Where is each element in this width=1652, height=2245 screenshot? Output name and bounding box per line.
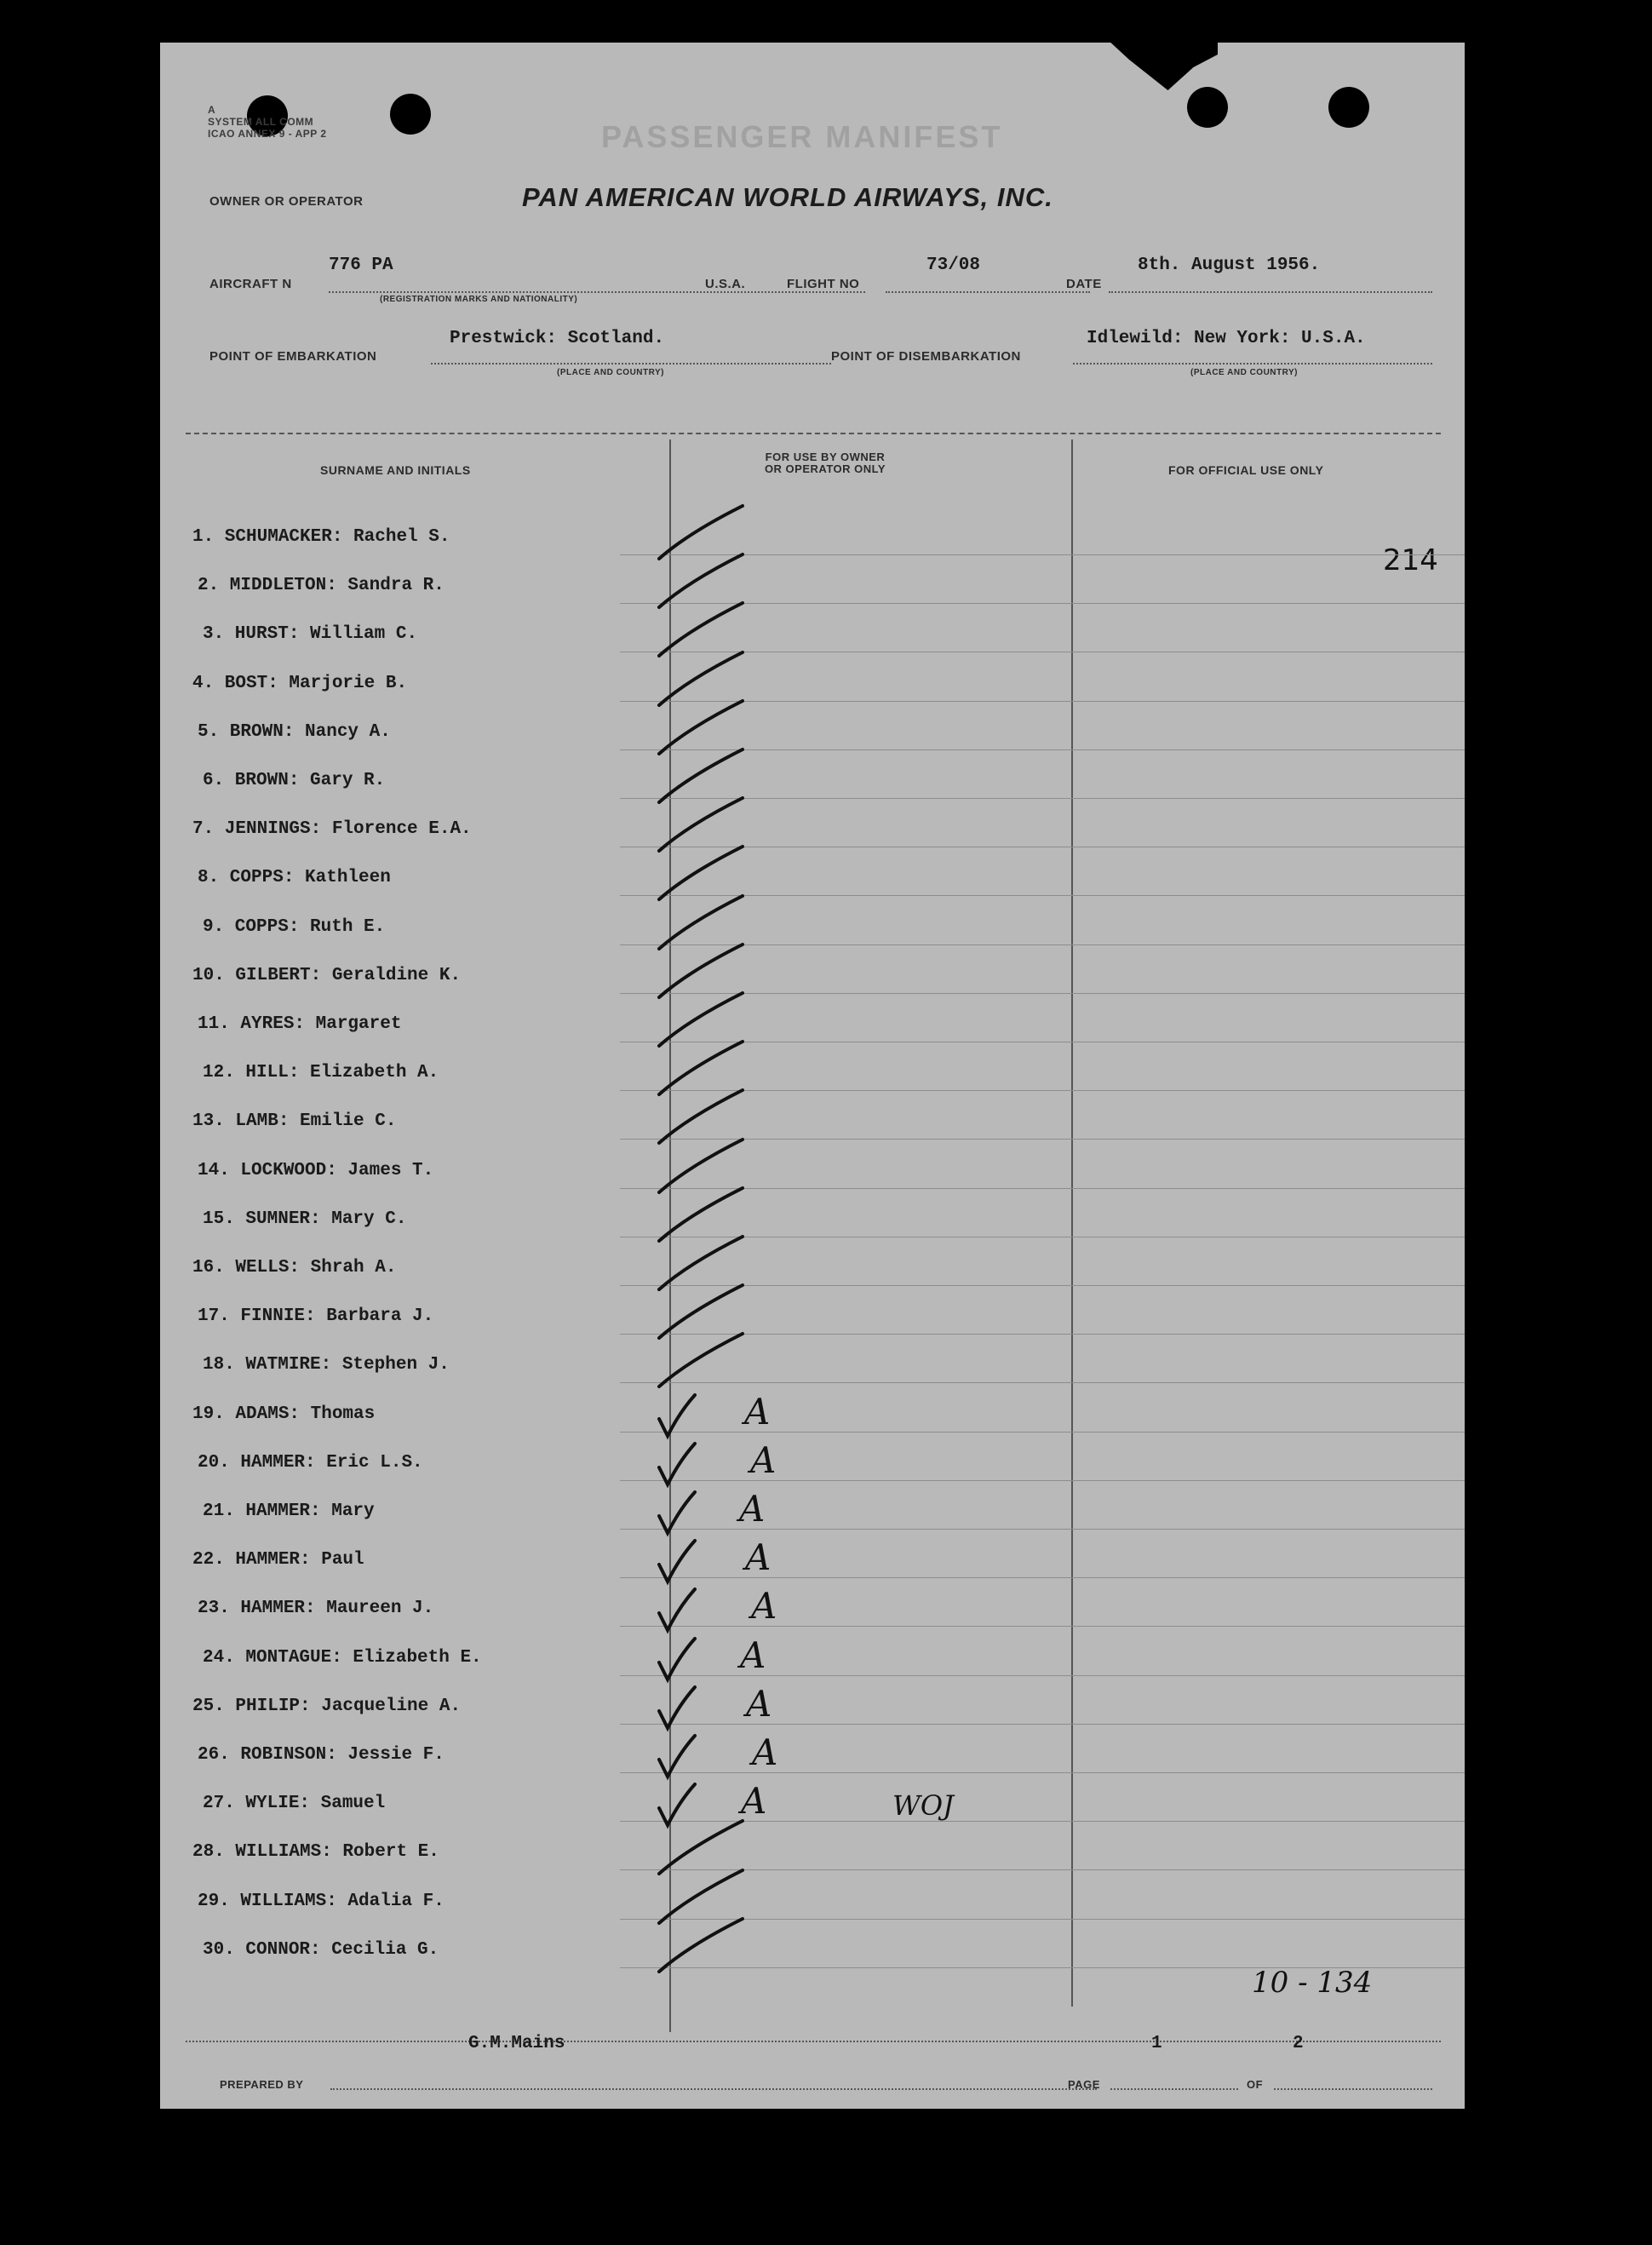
punch-hole-right-2 — [1328, 87, 1369, 128]
embarkation-label: POINT OF EMBARKATION — [209, 349, 377, 364]
passenger-name: 8. COPPS: Kathleen — [198, 868, 391, 888]
passenger-row — [160, 1195, 1465, 1243]
operator-name: PAN AMERICAN WORLD AIRWAYS, INC. — [522, 182, 1053, 212]
annex-line-2: SYSTEM ALL COMM — [208, 116, 314, 128]
date-label: DATE — [1066, 277, 1102, 291]
passenger-name: 14. LOCKWOOD: James T. — [198, 1160, 434, 1180]
disembarkation-point: Idlewild: New York: U.S.A. — [1087, 329, 1366, 348]
passenger-row — [160, 1779, 1465, 1827]
passenger-name: 11. AYRES: Margaret — [198, 1014, 402, 1034]
passenger-row — [160, 1390, 1465, 1438]
passenger-name: 6. BROWN: Gary R. — [203, 771, 386, 790]
annex-reference — [208, 104, 327, 140]
annotation-mark: A — [744, 1390, 771, 1433]
column-header-surname: SURNAME AND INITIALS — [320, 463, 471, 477]
passenger-row — [160, 610, 1465, 657]
page-total: 2 — [1293, 2034, 1304, 2053]
passenger-row — [160, 1243, 1465, 1291]
passenger-name: 9. COPPS: Ruth E. — [203, 916, 386, 937]
passenger-name: 4. BOST: Marjorie B. — [192, 673, 408, 693]
passenger-row — [160, 708, 1465, 755]
annotation-mark: A — [741, 1780, 767, 1823]
punch-hole-right-1 — [1187, 87, 1228, 128]
passenger-name: 7. JENNINGS: Florence E.A. — [192, 819, 472, 840]
passenger-name: 30. CONNOR: Cecilia G. — [203, 1939, 439, 1960]
passenger-name: 10. GILBERT: Geraldine K. — [192, 965, 462, 985]
form-title: PASSENGER MANIFEST — [601, 119, 1003, 154]
passenger-name: 29. WILLIAMS: Adalia F. — [198, 1891, 445, 1911]
passenger-row — [160, 1634, 1465, 1681]
passenger-name: 5. BROWN: Nancy A. — [198, 721, 391, 742]
official-number: 214 — [1383, 543, 1438, 577]
passenger-row — [160, 1731, 1465, 1778]
annotation-mark: A — [739, 1488, 766, 1530]
owner-label: OWNER OR OPERATOR — [209, 194, 364, 209]
passenger-row — [160, 1146, 1465, 1194]
passenger-row — [160, 513, 1465, 560]
column-header-official-use: FOR OFFICIAL USE ONLY — [1168, 463, 1324, 477]
punch-hole-left-2 — [390, 94, 431, 135]
passenger-name: 20. HAMMER: Eric L.S. — [198, 1452, 423, 1473]
embarkation-caption: (PLACE AND COUNTRY) — [557, 368, 664, 377]
table-top-rule — [186, 433, 1441, 434]
passenger-name: 15. SUMNER: Mary C. — [203, 1209, 407, 1229]
passenger-row — [160, 1487, 1465, 1535]
bottom-note: 10 - 134 — [1252, 1966, 1373, 2000]
manifest-sheet — [160, 43, 1465, 2109]
passenger-row — [160, 1536, 1465, 1583]
column-header-owner-use: FOR USE BY OWNER OR OPERATOR ONLY — [764, 451, 886, 475]
passenger-name: 19. ADAMS: Thomas — [192, 1404, 376, 1424]
passenger-name: 13. LAMB: Emilie C. — [192, 1111, 397, 1132]
tick-mark-icon — [654, 1912, 748, 1980]
page-number: 1 — [1151, 2034, 1162, 2053]
passenger-row — [160, 659, 1465, 707]
disembarkation-caption: (PLACE AND COUNTRY) — [1190, 368, 1298, 377]
passenger-row — [160, 1341, 1465, 1388]
passenger-name: 2. MIDDLETON: Sandra R. — [198, 576, 445, 596]
passenger-row — [160, 1292, 1465, 1340]
passenger-name: 23. HAMMER: Maureen J. — [198, 1599, 434, 1619]
annotation-mark: A — [750, 1438, 777, 1481]
annotation-mark: A — [751, 1585, 777, 1628]
disembarkation-label: POINT OF DISEMBARKATION — [831, 349, 1021, 364]
passenger-row — [160, 853, 1465, 901]
flight-number: 73/08 — [926, 256, 981, 275]
annotation-note: WOJ — [892, 1789, 954, 1823]
passenger-row — [160, 1438, 1465, 1486]
of-label: OF — [1247, 2078, 1264, 2091]
passenger-row — [160, 1097, 1465, 1145]
flight-number-label: FLIGHT NO — [787, 277, 860, 291]
passenger-row — [160, 1828, 1465, 1875]
passenger-name: 18. WATMIRE: Stephen J. — [203, 1355, 450, 1375]
annex-line-3: ICAO ANNEX 9 - APP 2 — [208, 128, 327, 140]
torn-corner — [1107, 39, 1218, 90]
prepared-by-name: G.M.Mains — [468, 2034, 565, 2053]
passenger-name: 24. MONTAGUE: Elizabeth E. — [203, 1647, 482, 1668]
page-label: PAGE — [1068, 2078, 1100, 2091]
prepared-by-label: PREPARED BY — [220, 2078, 304, 2091]
passenger-name: 28. WILLIAMS: Robert E. — [192, 1842, 439, 1863]
flight-date: 8th. August 1956. — [1138, 256, 1321, 275]
passenger-name: 21. HAMMER: Mary — [203, 1501, 375, 1521]
passenger-row — [160, 805, 1465, 853]
passenger-name: 22. HAMMER: Paul — [192, 1550, 364, 1570]
passenger-row — [160, 756, 1465, 804]
passenger-row — [160, 1877, 1465, 1925]
registration-caption: (REGISTRATION MARKS AND NATIONALITY) — [380, 295, 578, 304]
annotation-mark: A — [752, 1731, 778, 1773]
embarkation-point: Prestwick: Scotland. — [450, 329, 665, 348]
passenger-name: 1. SCHUMACKER: Rachel S. — [192, 527, 450, 547]
passenger-name: 16. WELLS: Shrah A. — [192, 1258, 397, 1278]
passenger-name: 27. WYLIE: Samuel — [203, 1794, 386, 1814]
passenger-row — [160, 951, 1465, 999]
aircraft-registration: 776 PA — [329, 256, 393, 275]
passenger-row — [160, 1000, 1465, 1048]
passenger-name: 12. HILL: Elizabeth A. — [203, 1063, 439, 1083]
annotation-mark: A — [746, 1682, 772, 1725]
annotation-mark: A — [740, 1634, 766, 1676]
passenger-row — [160, 903, 1465, 950]
passenger-name: 25. PHILIP: Jacqueline A. — [192, 1696, 462, 1716]
annotation-mark: A — [745, 1536, 772, 1579]
passenger-name: 3. HURST: William C. — [203, 624, 418, 645]
passenger-row — [160, 1048, 1465, 1096]
aircraft-label: AIRCRAFT N — [209, 277, 292, 291]
passenger-name: 17. FINNIE: Barbara J. — [198, 1306, 434, 1327]
passenger-row — [160, 1584, 1465, 1632]
passenger-row — [160, 1682, 1465, 1730]
passenger-name: 26. ROBINSON: Jessie F. — [198, 1745, 445, 1765]
country-label: U.S.A. — [705, 277, 746, 291]
passenger-row — [160, 561, 1465, 609]
annex-line-1: A — [208, 104, 216, 116]
